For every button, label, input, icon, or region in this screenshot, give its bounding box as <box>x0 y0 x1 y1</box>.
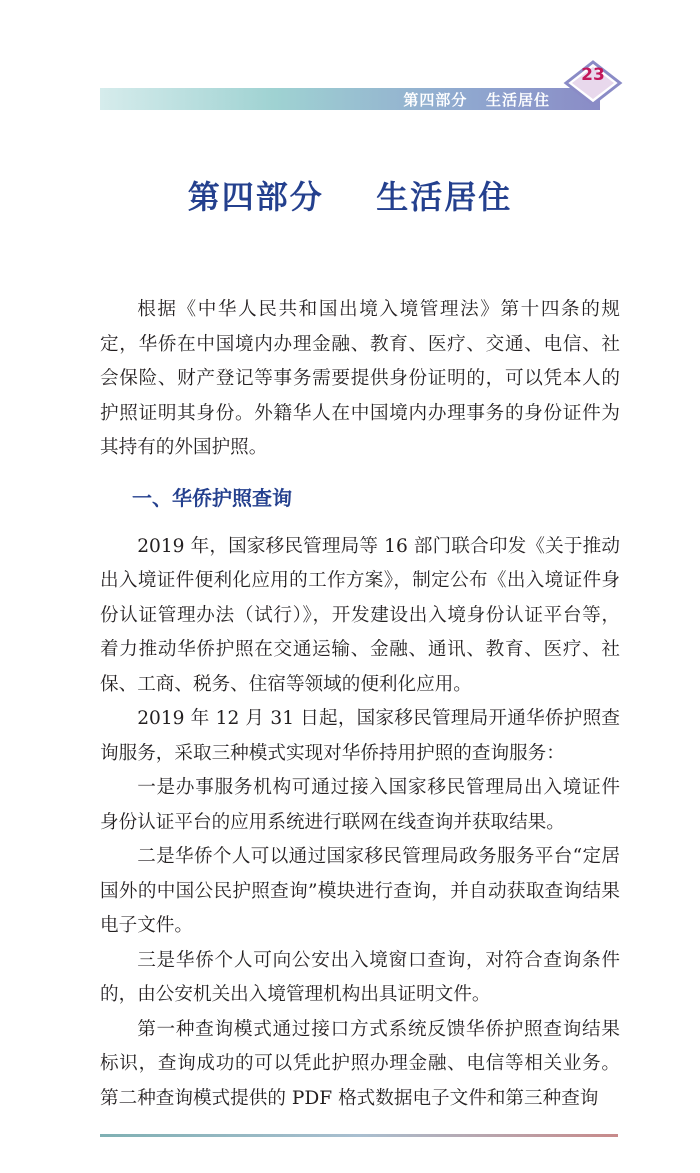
body-paragraph: 2019 年，国家移民管理局等 16 部门联合印发《关于推动出入境证件便利化应用的工作方案》，制定公布《出入境证件身份认证管理办法（试行）》，开发建设出入境身份认证平台等，着力推动华侨护照在交通运输、金融、通讯、教育、医疗、社保、工商、税务、住宿等领域的便利化应用。 <box>100 535 620 695</box>
body-paragraph: 第一种查询模式通过接口方式系统反馈华侨护照查询结果标识，查询成功的可以凭此护照办理金融、电信等相关业务。第二种查询模式提供的 PDF 格式数据电子文件和第三种查询 <box>100 1018 620 1109</box>
body-paragraph: 2019 年 12 月 31 日起，国家移民管理局开通华侨护照查询服务，采取三种模式实现对华侨持用护照的查询服务： <box>100 708 620 764</box>
page-number: 23 <box>581 65 605 85</box>
intro-paragraph: 根据《中华人民共和国出境入境管理法》第十四条的规定，华侨在中国境内办理金融、教育、医疗、交通、电信、社会保险、财产登记等事务需要提供身份证明的，可以凭本人的护照证明其身份。外籍华人在中国境内办理事务的身份证件为其持有的外国护照。 <box>100 299 620 458</box>
running-header: 第四部分 生活居住 <box>403 91 550 109</box>
footer-rule <box>100 1134 618 1137</box>
section-heading: 一、华侨护照查询 <box>132 485 292 510</box>
chapter-title: 第四部分 生活居住 <box>187 178 513 216</box>
body-content <box>100 293 620 1116</box>
body-paragraph: 三是华侨个人可向公安出入境窗口查询，对符合查询条件的，由公安机关出入境管理机构出具证明文件。 <box>100 949 620 1005</box>
body-paragraph: 一是办事服务机构可通过接入国家移民管理局出入境证件身份认证平台的应用系统进行联网在线查询并获取结果。 <box>100 777 620 833</box>
body-paragraph: 二是华侨个人可以通过国家移民管理局政务服务平台“定居国外的中国公民护照查询”模块进行查询，并自动获取查询结果电子文件。 <box>100 846 620 936</box>
